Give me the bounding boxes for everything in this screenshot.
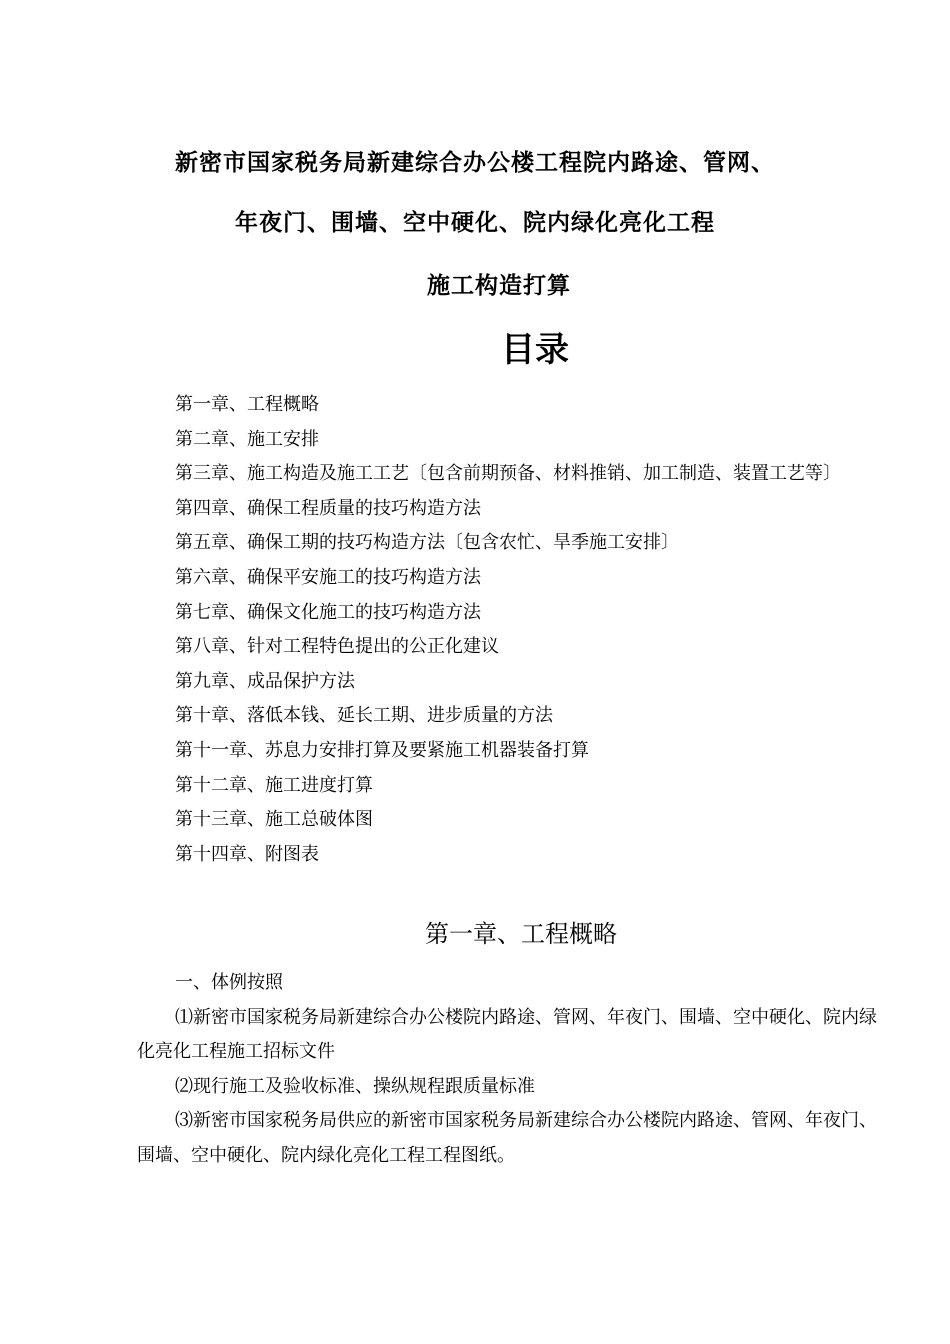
paragraph: ⑵现行施工及验收标准、操纵规程跟质量标准 [175,1075,535,1097]
toc-item: 第十章、落低本钱、延长工期、进步质量的方法 [175,705,553,727]
section-heading: 一、体例按照 [175,972,283,993]
toc-item: 第十四章、附图表 [175,843,319,865]
toc-item: 第十二章、施工进度打算 [175,774,373,796]
table-of-contents [0,388,950,872]
chapter-1-heading: 第一章、工程概略 [425,920,617,948]
toc-item: 第八章、针对工程特色提出的公正化建议 [175,636,499,658]
toc-item: 第一章、工程概略 [175,394,319,415]
toc-heading: 目录 [501,330,569,370]
chapter-1-body [137,966,877,1174]
toc-item: 第十一章、苏息力安排打算及要紧施工机器装备打算 [175,739,589,761]
toc-item: 第四章、确保工程质量的技巧构造方法 [175,497,481,519]
toc-item: 第二章、施工安排 [175,428,319,450]
toc-item: 第七章、确保文化施工的技巧构造方法 [175,601,481,623]
document-title-line-2: 年夜门、围墙、空中硬化、院内绿化亮化工程 [235,209,715,236]
toc-item: 第十三章、施工总破体图 [175,809,373,831]
toc-item: 第六章、确保平安施工的技巧构造方法 [175,566,481,588]
toc-item: 第九章、成品保护方法 [175,670,355,692]
paragraph: ⑴新密市国家税务局新建综合办公楼院内路途、管网、年夜门、围墙、空中硬化、院内绿化亮化工程施工招标文件 [137,1006,877,1063]
document-title-line-1: 新密市国家税务局新建综合办公楼工程院内路途、管网、 [175,149,775,176]
toc-item: 第三章、施工构造及施工工艺〔包含前期预备、材料推销、加工制造、装置工艺等〕 [175,463,841,485]
document-title-line-3: 施工构造打算 [427,272,571,299]
paragraph: ⑶新密市国家税务局供应的新密市国家税务局新建综合办公楼院内路途、管网、年夜门、围墙、空中硬化、院内绿化亮化工程工程图纸。 [137,1110,877,1166]
toc-item: 第五章、确保工期的技巧构造方法〔包含农忙、旱季施工安排〕 [175,532,679,554]
